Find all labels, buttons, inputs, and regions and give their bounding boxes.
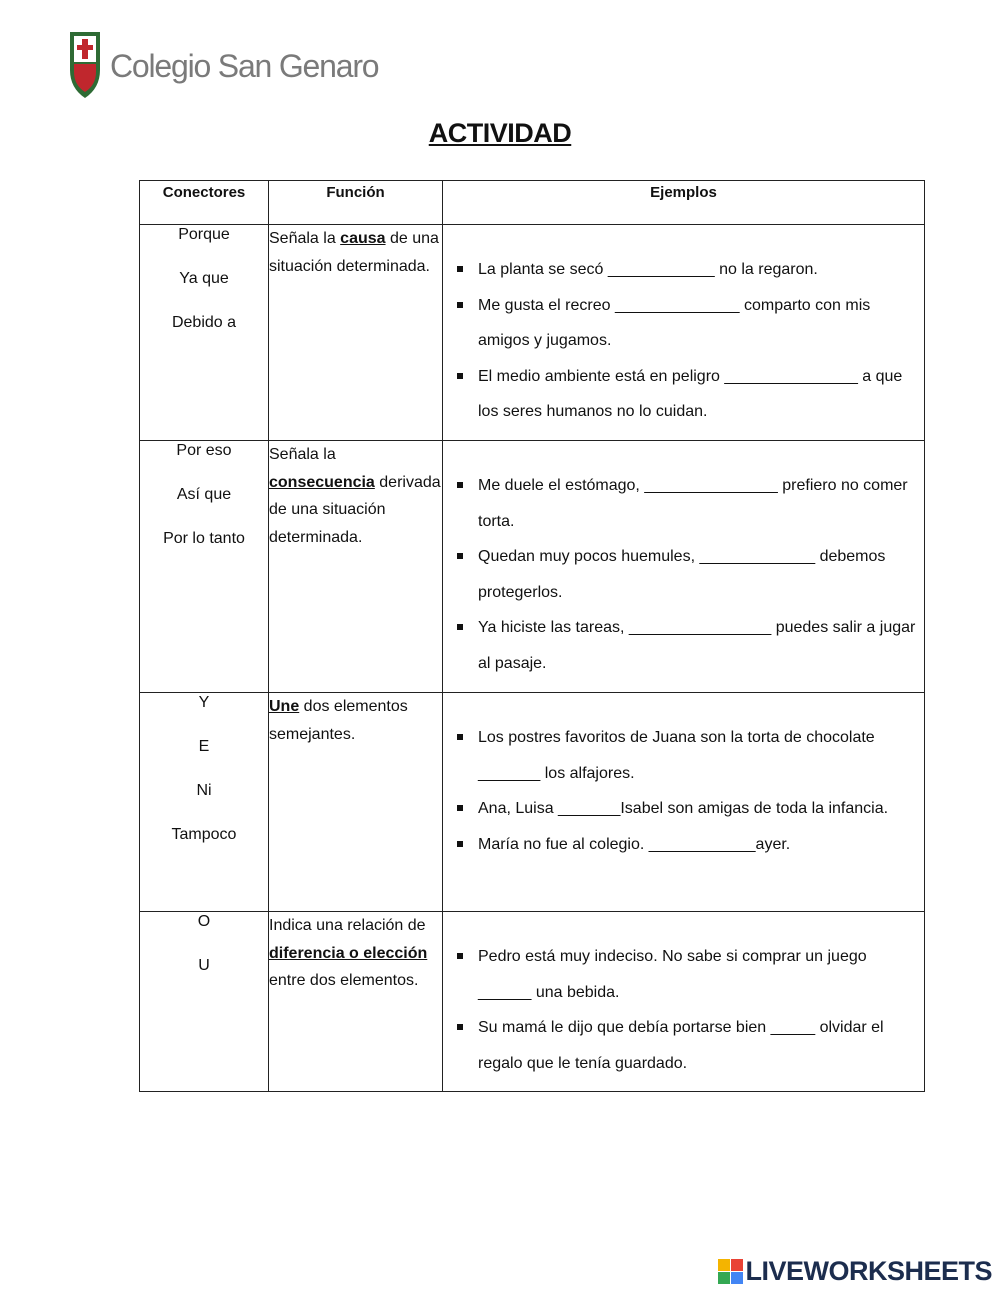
connector: Y [198, 694, 210, 711]
connector: Por lo tanto [163, 530, 245, 547]
connectors-cell [140, 225, 269, 441]
function-text: entre dos elementos. [269, 972, 419, 989]
connector: Así que [176, 486, 232, 503]
connector: Porque [178, 226, 230, 243]
liveworksheets-logo [718, 1256, 992, 1287]
example-item: Ya hiciste las tareas, ________________ puedes salir a jugar al pasaje. [457, 610, 918, 681]
table-row [140, 912, 925, 1092]
connector: E [198, 738, 210, 755]
examples-cell [443, 693, 925, 912]
connector: Tampoco [171, 826, 237, 843]
header-examples: Ejemplos [443, 181, 925, 225]
function-cell [269, 441, 443, 693]
liveworksheets-icon [718, 1259, 743, 1284]
example-item: María no fue al colegio. ____________ayer. [457, 827, 918, 863]
school-name: Colegio San Genaro [110, 47, 379, 84]
connectors-cell [140, 693, 269, 912]
connectors-cell [140, 912, 269, 1092]
connector: Debido a [171, 314, 237, 331]
example-item: Me gusta el recreo ______________ comparto con mis amigos y jugamos. [457, 288, 918, 359]
connector: Ni [196, 782, 212, 799]
brand-name: LIVEWORKSHEETS [745, 1256, 992, 1286]
table-row [140, 693, 925, 912]
function-text: derivada de una situación determinada. [269, 473, 441, 546]
function-cell [269, 225, 443, 441]
function-keyword: causa [340, 230, 386, 247]
page-title: ACTIVIDAD [428, 118, 572, 148]
function-text: de una situación determinada. [269, 230, 439, 275]
example-item: Pedro está muy indeciso. No sabe si comprar un juego ______ una bebida. [457, 939, 918, 1010]
examples-cell [443, 441, 925, 693]
examples-cell [443, 912, 925, 1092]
example-item: Su mamá le dijo que debía portarse bien _____ olvidar el regalo que le tenía guardado. [457, 1010, 918, 1081]
example-item: Ana, Luisa _______Isabel son amigas de toda la infancia. [457, 791, 918, 827]
table-header-row [140, 181, 925, 225]
function-text: Indica una relación de [269, 917, 426, 934]
example-item: Los postres favoritos de Juana son la torta de chocolate _______ los alfajores. [457, 720, 918, 791]
school-logo [68, 30, 378, 100]
function-cell [269, 693, 443, 912]
connector: U [198, 957, 210, 974]
function-keyword: consecuencia [269, 473, 375, 491]
connectors-table [139, 180, 925, 1092]
table-row [140, 441, 925, 693]
shield-icon [68, 30, 102, 100]
examples-cell [443, 225, 925, 441]
connector: Por eso [176, 442, 232, 459]
example-item: La planta se secó ____________ no la regaron. [457, 252, 918, 288]
connector: Ya que [179, 270, 229, 287]
connectors-cell [140, 441, 269, 693]
function-text: Señala la [269, 230, 341, 247]
connector: O [197, 913, 211, 930]
function-text: Señala la [269, 446, 336, 463]
example-item: Quedan muy pocos huemules, _____________ debemos protegerlos. [457, 539, 918, 610]
function-text: dos elementos semejantes. [269, 698, 408, 743]
example-item: Me duele el estómago, _______________ prefiero no comer torta. [457, 468, 918, 539]
function-keyword: diferencia o elección [269, 944, 428, 962]
function-cell [269, 912, 443, 1092]
header-function: Función [269, 181, 443, 225]
example-item: El medio ambiente está en peligro _______________ a que los seres humanos no lo cuidan. [457, 359, 918, 430]
function-keyword: Une [269, 698, 300, 715]
table-row [140, 225, 925, 441]
header-connectors: Conectores [140, 181, 269, 225]
